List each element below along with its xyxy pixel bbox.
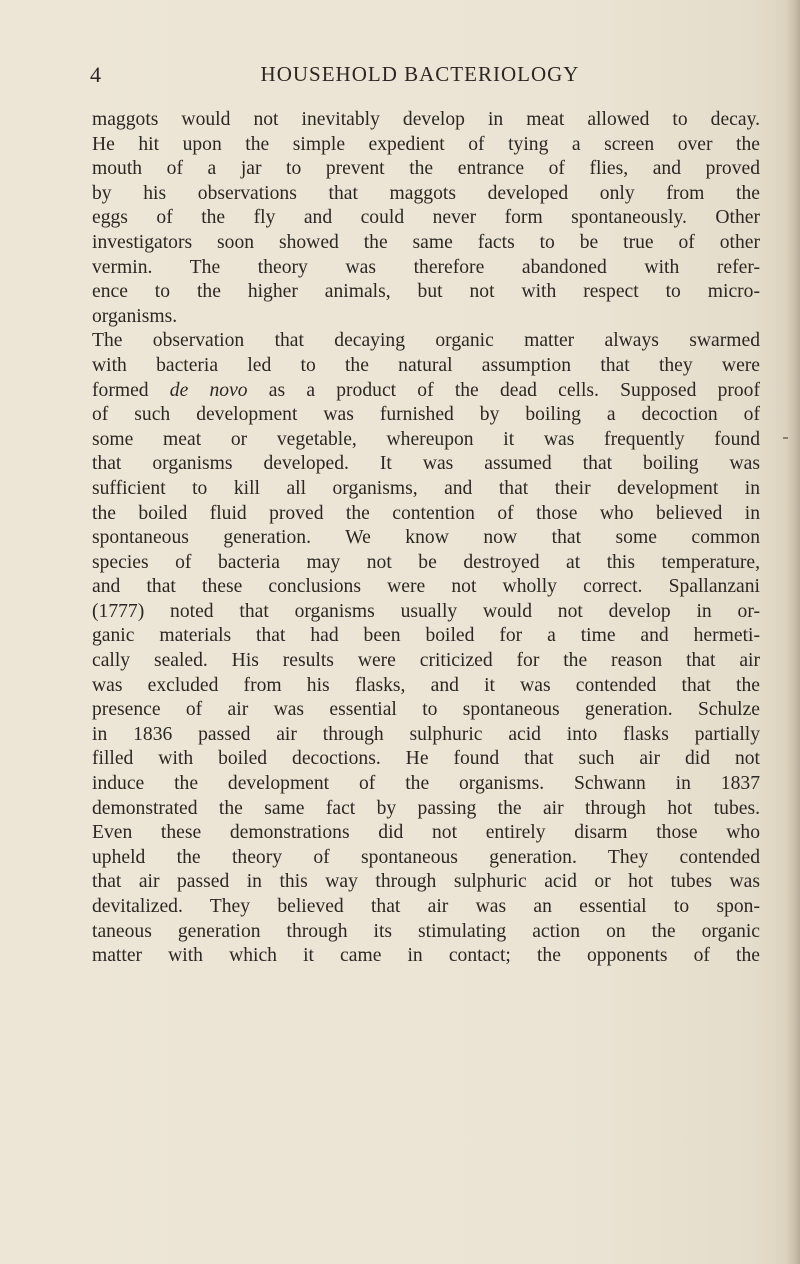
- text-line: formed de novo as a product of the dead cells. Supposed proof: [92, 379, 760, 401]
- text-line: eggs of the fly and could never form spontaneously. Other: [92, 207, 760, 229]
- page-header: [90, 62, 750, 92]
- text-line: devitalized. They believed that air was an essential to spon-: [92, 896, 760, 917]
- text-line: of such development was furnished by boiling a decoction of: [92, 404, 760, 426]
- text-line: investigators soon showed the same facts to be true of other: [92, 231, 760, 253]
- body-text: [92, 108, 760, 969]
- page-edge-shadow: [786, 0, 800, 1264]
- page-number: 4: [90, 62, 101, 87]
- text-line: with bacteria led to the natural assumption that they were: [92, 354, 760, 376]
- text-line: and that these conclusions were not wholly correct. Spallanzani: [92, 576, 760, 598]
- text-line: Even these demonstrations did not entirely disarm those who: [92, 822, 760, 844]
- text-line: by his observations that maggots developed only from the: [92, 182, 760, 204]
- text-line: He hit upon the simple expedient of tying a screen over the: [92, 133, 760, 155]
- text-line: taneous generation through its stimulating action on the organic: [92, 920, 760, 942]
- text-line: (1777) noted that organisms usually would not develop in or-: [92, 600, 760, 622]
- text-line: was excluded from his flasks, and it was contended that the: [92, 674, 760, 696]
- text-line: cally sealed. His results were criticized for the reason that air: [92, 650, 760, 672]
- text-line: species of bacteria may not be destroyed at this temperature,: [92, 551, 760, 573]
- text-line: matter with which it came in contact; the opponents of the: [92, 945, 760, 967]
- text-line: organisms.: [92, 305, 178, 327]
- text-line: demonstrated the same fact by passing the air through hot tubes.: [92, 797, 760, 819]
- text-line: ence to the higher animals, but not with respect to micro-: [92, 281, 760, 303]
- italic-phrase: de novo: [169, 379, 248, 401]
- text-line: induce the development of the organisms. Schwann in 1837: [92, 773, 760, 795]
- text-line: maggots would not inevitably develop in meat allowed to decay.: [92, 109, 760, 130]
- text-line: presence of air was essential to spontaneous generation. Schulze: [92, 699, 760, 721]
- text-line: that organisms developed. It was assumed that boiling was: [92, 453, 760, 475]
- text-line: upheld the theory of spontaneous generation. They contended: [92, 846, 760, 868]
- text-line: some meat or vegetable, whereupon it was frequently found: [92, 428, 760, 450]
- text-line: in 1836 passed air through sulphuric acid into flasks partially: [92, 723, 760, 745]
- text-line: mouth of a jar to prevent the entrance of flies, and proved: [92, 158, 760, 180]
- text-line: that air passed in this way through sulphuric acid or hot tubes was: [92, 871, 760, 893]
- text-line: the boiled fluid proved the contention of those who believed in: [92, 502, 760, 524]
- text-line: filled with boiled decoctions. He found that such air did not: [92, 748, 760, 770]
- running-head: HOUSEHOLD BACTERIOLOGY: [260, 62, 580, 86]
- text-line: The observation that decaying organic matter always swarmed: [92, 330, 760, 352]
- text-line: spontaneous generation. We know now that some common: [92, 527, 760, 549]
- text-line: vermin. The theory was therefore abandoned with refer-: [92, 256, 760, 278]
- margin-speck: [783, 437, 788, 439]
- text-line: sufficient to kill all organisms, and that their development in: [92, 477, 760, 499]
- text-line: ganic materials that had been boiled for a time and hermeti-: [92, 625, 760, 647]
